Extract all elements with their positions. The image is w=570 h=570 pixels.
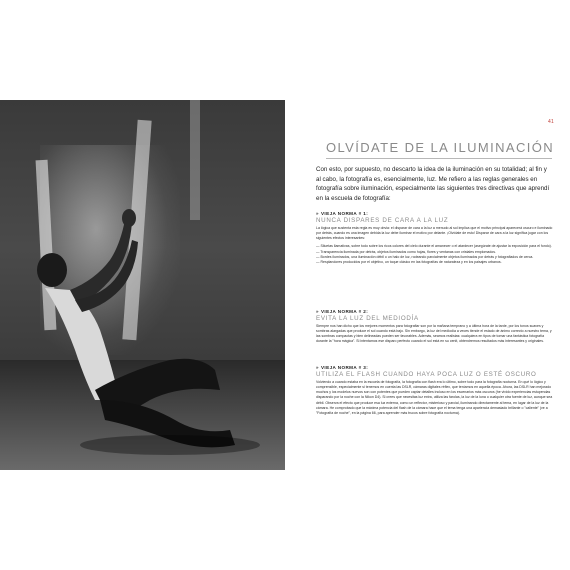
list-item: — Bordes iluminados, una iluminación débil o un halo de luz, rodeando parcialmente objetos iluminados por detrás y fotografiados de cerca. — [316, 254, 534, 259]
rule-body: Volviendo a cuando estaba en la escuela de fotografía, la fotografía con flash era lo último, sobre todo para la fotografía nocturna. En qué lo lógico y comprensible, especialmente si tenemos en cuenta las DSLR, cámaras digitales réflex, que teníamos en aquella época. Ahora, las DSLR han mejorado muchos y los modelos nuevos son con potentes que pueden captar detalles incluso en los escenarios más oscuros (he vivido experiencias estupendas disparando por la noche con la Nikon D4). Si crees que necesitas luz extra, utiliza las farolas, la luz de la luna o cualquier otra fuente de luz, aunque sea débil. Observa el efecto que produce esa luz externa, como un reflector, misterioso y parcial, iluminando directamente al tema, en lugar de la luz de la cámara. He comprobado que la máxima potencia del flash de la cámara hace que el tema tenga una apariencia demasiado brillante o "caliente" (ve a "Fotografía de noche", en la página 66, para aprender más trucos sobre fotografía nocturna). — [316, 379, 553, 416]
rule-label — [316, 365, 553, 370]
rule-heading: UTILIZA EL FLASH CUANDO HAYA POCA LUZ O ESTÉ OSCURO — [316, 371, 537, 378]
rule-label — [316, 211, 553, 216]
list-item: — Transparencia iluminada por detrás, objetos iluminados como hojas, flores y ventanas con cristales emplomados. — [316, 249, 496, 254]
double-arrow-icon: » — [316, 365, 319, 370]
rule-label-text: VIEJA NORMA # 2: — [320, 309, 369, 314]
rule-body: Siempre nos han dicho que los mejores momentos para fotografiar son por la mañana temprano y a última hora de la tarde, por los tonos suaves y sombras alargadas que produce el sol cuando está bajo. Sin embargo, la luz del mediodía a veces tiende el estado de ánimo correcto a nuestro tema, y las sombras compactas y bien delineadas pueden ser favorables. Además, seamos realistas: cualquiera en tipos de tomar una fantástica fotografía durante la "hora mágica". Si intentamos ese disparo perfecto cuando el sol está en su cenit, obtendremos resultados más interesantes y originales. — [316, 323, 552, 344]
rule-heading: NUNCA DISPARES DE CARA A LA LUZ — [316, 217, 449, 224]
rule-section-3 — [316, 365, 553, 420]
rule-section-2 — [316, 309, 553, 348]
list-item: — Resplandores producidos por el objetivo, un toque clásico en las fotografías de naturaleza y en los paisajes urbanos. — [316, 260, 502, 265]
dancer-photo — [0, 100, 285, 470]
effects-list — [316, 244, 553, 265]
rule-body: La lógica que sustenta esta regla es muy obvia: el disparar de cara a la luz a menudo al sol implica que el motivo principal aparecerá oscuro e iluminado por detrás, cuando es una imagen debida la luz debe iluminar el motivo por delante. ¡Olvídate de esto! Disparar de cara a la luz significa jugar con los siguientes efectos interesantes: — [316, 225, 553, 241]
list-item: — Siluetas llamativas, sobre todo sobre los ricos colores del cielo durante el amanecer o el atardecer (asegúrate de ajustar la exposición para el fondo). — [316, 244, 552, 249]
double-arrow-icon: » — [316, 211, 319, 216]
page-number: 41 — [548, 119, 554, 125]
text-page — [285, 100, 570, 470]
rule-label-text: VIEJA NORMA # 1: — [320, 211, 369, 216]
double-arrow-icon: » — [316, 309, 319, 314]
page-title: OLVÍDATE DE LA ILUMINACIÓN — [326, 140, 555, 155]
lead-paragraph: Con esto, por supuesto, no descarto la idea de la iluminación en su totalidad; al fin y al cabo, la fotografía es, esencialmente, luz. Me refiero a las reglas generales en fotografía sobre iluminación, especialmente las siguientes tres directivas que aprendí en la escuela de fotografía: — [316, 166, 550, 202]
rule-heading: EVITA LA LUZ DEL MEDIODÍA — [316, 315, 419, 322]
dancer-figure — [0, 100, 285, 470]
rule-label-text: VIEJA NORMA # 3: — [320, 365, 369, 370]
rule-label — [316, 309, 553, 314]
title-divider — [326, 158, 552, 159]
book-spread — [0, 100, 570, 470]
rule-section-1 — [316, 211, 553, 266]
